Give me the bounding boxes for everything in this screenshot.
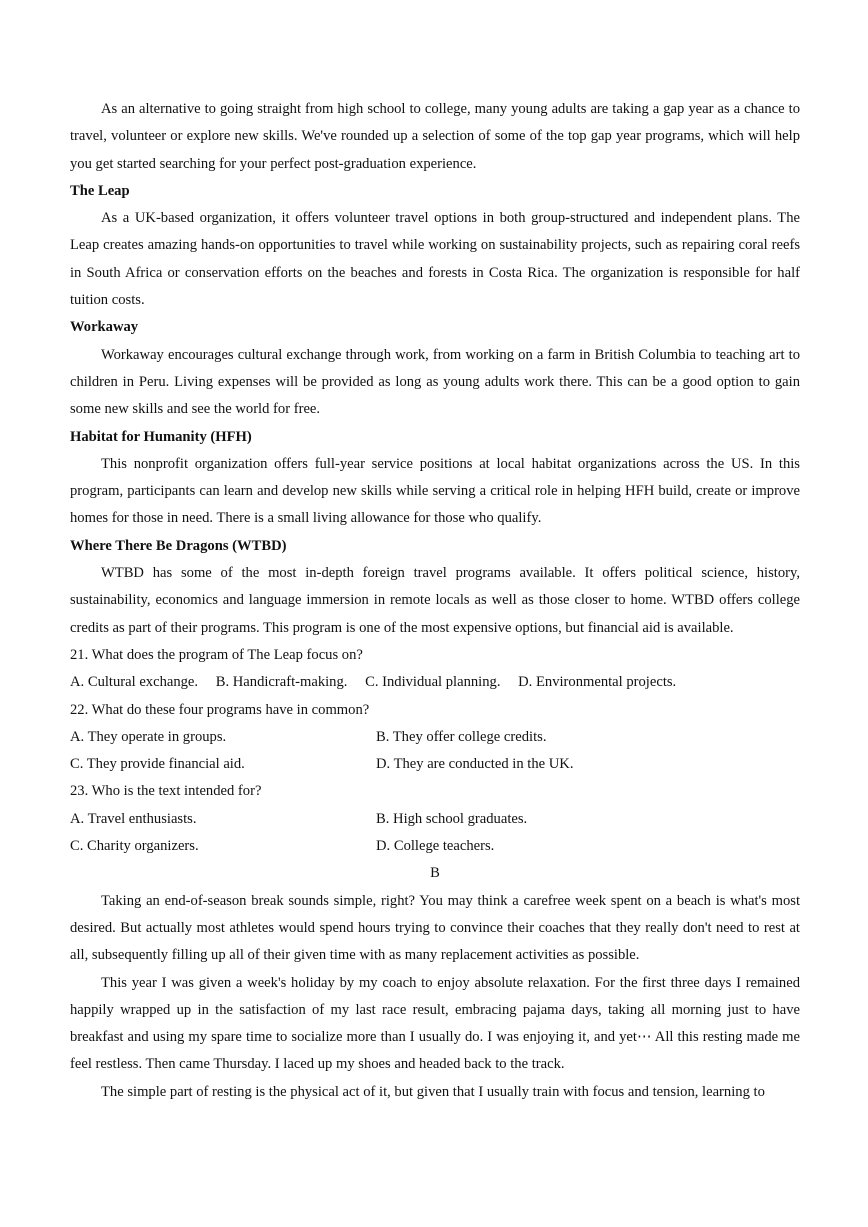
document-page bbox=[70, 96, 800, 1106]
program-text-wtbd: WTBD has some of the most in-depth foreign travel programs available. It offers political science, history, sustainability, economics and language immersion in remote locals as well as those closer to home. WTBD offers college credits as part of their programs. This program is one of the most expensive options, but financial aid is available. bbox=[70, 565, 800, 636]
program-heading-hfh: Habitat for Humanity (HFH) bbox=[70, 428, 252, 445]
question-23-options-row-1 bbox=[70, 806, 800, 833]
question-22-options-row-2 bbox=[70, 751, 800, 778]
passage-a-intro: As an alternative to going straight from high school to college, many young adults are taking a gap year as a chance to travel, volunteer or explore new skills. We've rounded up a selection of some of the top gap year programs, which will help you get started searching for your perfect post-graduation experience. bbox=[70, 101, 800, 172]
program-heading-workaway: Workaway bbox=[70, 319, 139, 336]
question-21-options bbox=[70, 669, 800, 696]
question-23-stem: 23. Who is the text intended for? bbox=[70, 783, 262, 800]
question-23-option-c: C. Charity organizers. bbox=[70, 838, 199, 855]
question-23-options-row-2 bbox=[70, 833, 800, 860]
question-22-stem: 22. What do these four programs have in common? bbox=[70, 701, 370, 718]
question-23-option-a: A. Travel enthusiasts. bbox=[70, 810, 197, 827]
question-22-option-a: A. They operate in groups. bbox=[70, 728, 227, 745]
question-21-option-d: D. Environmental projects. bbox=[518, 674, 677, 691]
passage-b-label: B bbox=[430, 865, 440, 882]
question-21-option-a: A. Cultural exchange. bbox=[70, 674, 199, 691]
question-22-option-d: D. They are conducted in the UK. bbox=[376, 756, 574, 773]
program-text-hfh: This nonprofit organization offers full-year service positions at local habitat organizations across the US. In this program, participants can learn and develop new skills while serving a critical role in helping HFH build, create or improve homes for those in need. There is a small living allowance for those who qualify. bbox=[70, 455, 800, 527]
program-heading-wtbd: Where There Be Dragons (WTBD) bbox=[70, 537, 287, 554]
question-23-option-d: D. College teachers. bbox=[376, 838, 495, 855]
question-21-option-b: B. Handicraft-making. bbox=[215, 674, 348, 691]
question-22-option-b: B. They offer college credits. bbox=[376, 728, 547, 745]
question-21-option-c: C. Individual planning. bbox=[365, 674, 501, 691]
question-23-option-b: B. High school graduates. bbox=[376, 810, 528, 827]
program-text-workaway: Workaway encourages cultural exchange through work, from working on a farm in British Columbia to teaching art to children in Peru. Living expenses will be provided as long as young adults work there. This can be a good option to gain some new skills and see the world for free. bbox=[70, 346, 800, 418]
question-22-option-c: C. They provide financial aid. bbox=[70, 756, 245, 773]
question-22-options-row-1 bbox=[70, 724, 800, 751]
passage-b-paragraph-1: Taking an end-of-season break sounds simple, right? You may think a carefree week spent on a beach is what's most desired. But actually most athletes would spend hours trying to convince their coaches that they really don't need to rest at all, subsequently filling up all of their given time with as many replacement activities as possible. bbox=[70, 892, 800, 964]
passage-b-paragraph-2: This year I was given a week's holiday by my coach to enjoy absolute relaxation. For the first three days I remained happily wrapped up in the satisfaction of my last race result, embracing pajama days, taking all morning just to have breakfast and using my spare time to socialize more than I usually do. I was enjoying it, and yet⋯ All this resting made me feel restless. Then came Thursday. I laced up my shoes and headed back to the track. bbox=[70, 974, 800, 1073]
question-21-stem: 21. What does the program of The Leap focus on? bbox=[70, 646, 363, 663]
program-text-the-leap: As a UK-based organization, it offers volunteer travel options in both group-structured and independent plans. The Leap creates amazing hands-on opportunities to travel while working on sustainability projects, such as repairing coral reefs in South Africa or conservation efforts on the beaches and forests in Costa Rica. The organization is responsible for half tuition costs. bbox=[70, 210, 800, 309]
program-heading-the-leap: The Leap bbox=[70, 182, 130, 199]
passage-b-paragraph-3: The simple part of resting is the physical act of it, but given that I usually train with focus and tension, learning to bbox=[101, 1083, 765, 1100]
